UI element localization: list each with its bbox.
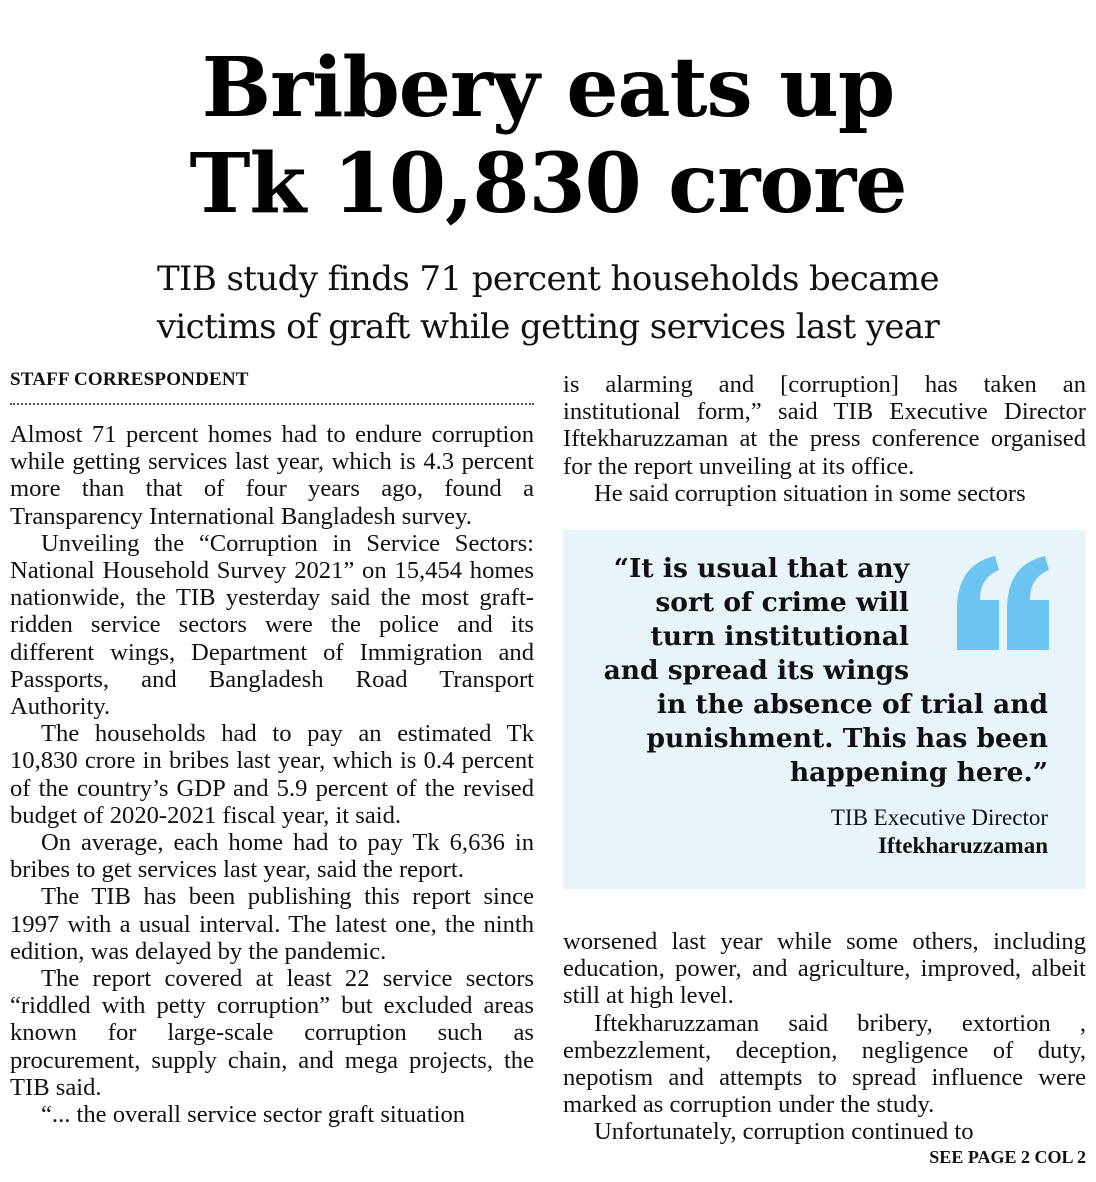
subheadline-line-1: TIB study finds 71 percent households became: [156, 259, 940, 299]
pull-quote: [563, 530, 1086, 889]
subheadline-line-2: victims of graft while getting services last year: [156, 307, 940, 347]
paragraph: Unveiling the “Corruption in Service Sectors: National Household Survey 2021” on 15,454 homes nationwide, the TIB yesterday said the most graft-ridden service sectors were the police and its different wings, Department of Immigration and Passports, and Bangladesh Road Transport Authority.: [10, 529, 534, 721]
pull-quote-line: happening here.”: [789, 757, 1048, 788]
continued-on-page-note: SEE PAGE 2 COL 2: [929, 1147, 1086, 1167]
attribution-role: TIB Executive Director: [830, 805, 1048, 830]
paragraph: The TIB has been publishing this report since 1997 with a usual interval. The latest one, the ninth edition, was delayed by the pandemic.: [10, 883, 534, 965]
pull-quote-attribution: [831, 804, 1048, 860]
article-column-left: [10, 421, 534, 1128]
paragraph: Iftekharuzzaman said bribery, extortion , embezzlement, deception, negligence of duty, nepotism and attempts to spread influence were marked as corruption under the study.: [563, 1009, 1086, 1119]
paragraph-continuation: worsened last year while some others, including education, power, and agriculture, improved, albeit still at high level.: [563, 928, 1086, 1010]
paragraph: Almost 71 percent homes had to endure corruption while getting services last year, which is 4.3 percent more than that of four years ago, found a Transparency International Bangladesh survey.: [10, 421, 534, 530]
paragraph: Unfortunately, corruption continued to: [594, 1118, 974, 1146]
headline-line-1: Bribery eats up: [201, 40, 895, 136]
headline-line-2: Tk 10,830 crore: [189, 136, 907, 232]
paragraph: The households had to pay an estimated Tk 10,830 crore in bribes last year, which is 0.4 percent of the country’s GDP and 5.9 percent of the revised budget of 2020-2021 fiscal year, it said.: [10, 720, 534, 829]
headline: [0, 40, 1096, 232]
byline-divider: [10, 403, 534, 405]
paragraph: “... the overall service sector graft situation: [41, 1101, 466, 1129]
paragraph: He said corruption situation in some sectors: [594, 479, 1026, 507]
pull-quote-line: in the absence of trial and: [656, 689, 1048, 720]
pull-quote-line: “It is usual that any: [613, 553, 909, 584]
pull-quote-line: and spread its wings: [603, 655, 909, 686]
subheadline: [0, 255, 1096, 351]
paragraph-continuation: is alarming and [corruption] has taken an institutional form,” said TIB Executive Director Iftekharuzzaman at the press conference organised for the report unveiling at its office.: [563, 371, 1086, 480]
article-column-right-bottom: [563, 928, 1086, 1146]
byline: STAFF CORRESPONDENT: [10, 369, 249, 390]
pull-quote-text: [578, 552, 1048, 790]
paragraph: On average, each home had to pay Tk 6,636 in bribes to get services last year, said the report.: [10, 829, 534, 884]
attribution-name: Iftekharuzzaman: [878, 833, 1048, 858]
pull-quote-line: turn institutional: [650, 621, 909, 652]
paragraph: The report covered at least 22 service sectors “riddled with petty corruption” but excluded areas known for large-scale corruption such as procurement, supply chain, and mega projects, the TIB said.: [10, 965, 534, 1101]
article-column-right-top: [563, 371, 1086, 507]
pull-quote-line: sort of crime will: [655, 587, 909, 618]
pull-quote-line: punishment. This has been: [646, 723, 1048, 754]
